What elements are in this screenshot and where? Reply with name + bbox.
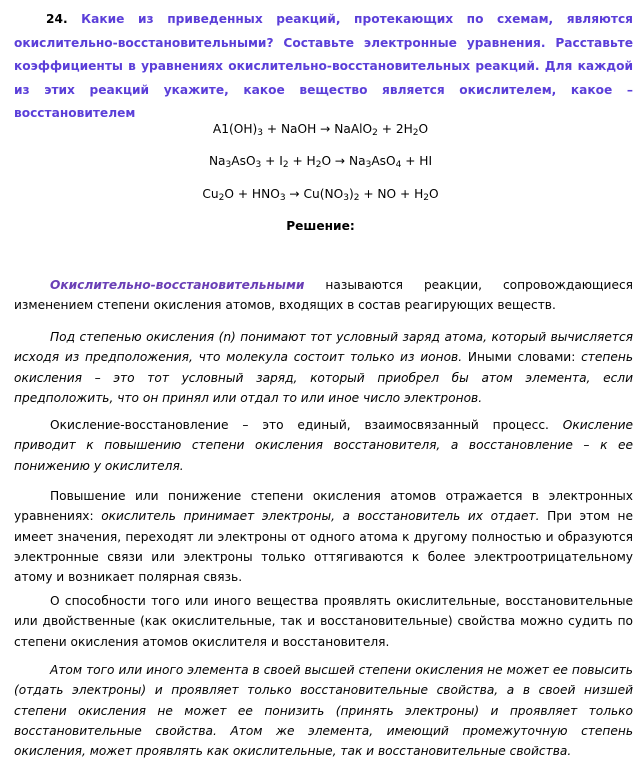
solution-heading: Решение:: [286, 219, 355, 233]
equation-1: $А1(OH)_3$ + NaOH → NaAlO$_2$ + $2H_2O$: [212, 122, 429, 138]
paragraph-oxidation-state: Под степенью окисления (n) понимают тот условный заряд атома, который вычисляется исходя из предположения, что молекула состоит только из ионов. Иными словами: степень окисления – это тот условный заряд, который приобрел бы атом элемента, если предположить, что он принял или отдал то или иное число электронов.: [14, 330, 634, 405]
paragraph-process: Окисление-восстановление – это единый, взаимосвязанный процесс. Окисление приводит к повышению степени окисления восстановителя, а восстановление – к ее понижению у окислителя.: [14, 418, 633, 473]
equation-2: $Na_3AsO_3 + I_2 + H_2O \to Na_3AsO_4$ + HI: [208, 154, 433, 170]
task-statement: [14, 8, 633, 126]
term-redox: Окислительно-восстановительными: [50, 278, 305, 292]
paragraph-electron-equations: Повышение или понижение степени окисления атомов отражается в электронных уравнениях: окислитель принимает электроны, а восстановитель их отдает. При этом не имеет значения, переходят ли электроны от одного атома к другому полностью и образуются электронные связи или электроны только оттягиваются к более электроотрицательному атому и возникает полярная связь.: [14, 489, 633, 585]
paragraph-element-atom: Атом того или иного элемента в своей высшей степени окисления не может ее повысить (отдать электроны) и проявляет только восстановительные свойства, а в своей низшей степени окисления не может ее понизить (принять электроны) и проявляет только восстановительные свойства. Атом же элемента, имеющий промежуточную степень окисления, может проявлять как окислительные, так и восстановительные свойства.: [14, 663, 633, 759]
equation-3: $Cu_2O + HNO_3 \to Cu(NO_3)_2$ + NO + $H_2O$: [202, 187, 439, 203]
task-number: 24.: [46, 12, 68, 26]
paragraph-properties: О способности того или иного вещества проявлять окислительные, восстановительные или двойственные (как окислительные, так и восстановительные) свойства можно судить по степени окисления атомов окислителя и восстановителя.: [14, 594, 633, 649]
paragraph-definition: Окислительно-восстановительными называются реакции, сопровождающиеся изменением степени окисления атомов, входящих в состав реагирующих веществ.: [14, 278, 633, 313]
task-text: Какие из приведенных реакций, протекающих по схемам, являются окислительно-восстановительными? Составьте электронные уравнения. Расставьте коэффициенты в уравнениях окислительно-восстановительных реакций. Для каждой из этих реакций укажите, какое вещество является окислителем, какое – восстановителем: [14, 12, 633, 120]
